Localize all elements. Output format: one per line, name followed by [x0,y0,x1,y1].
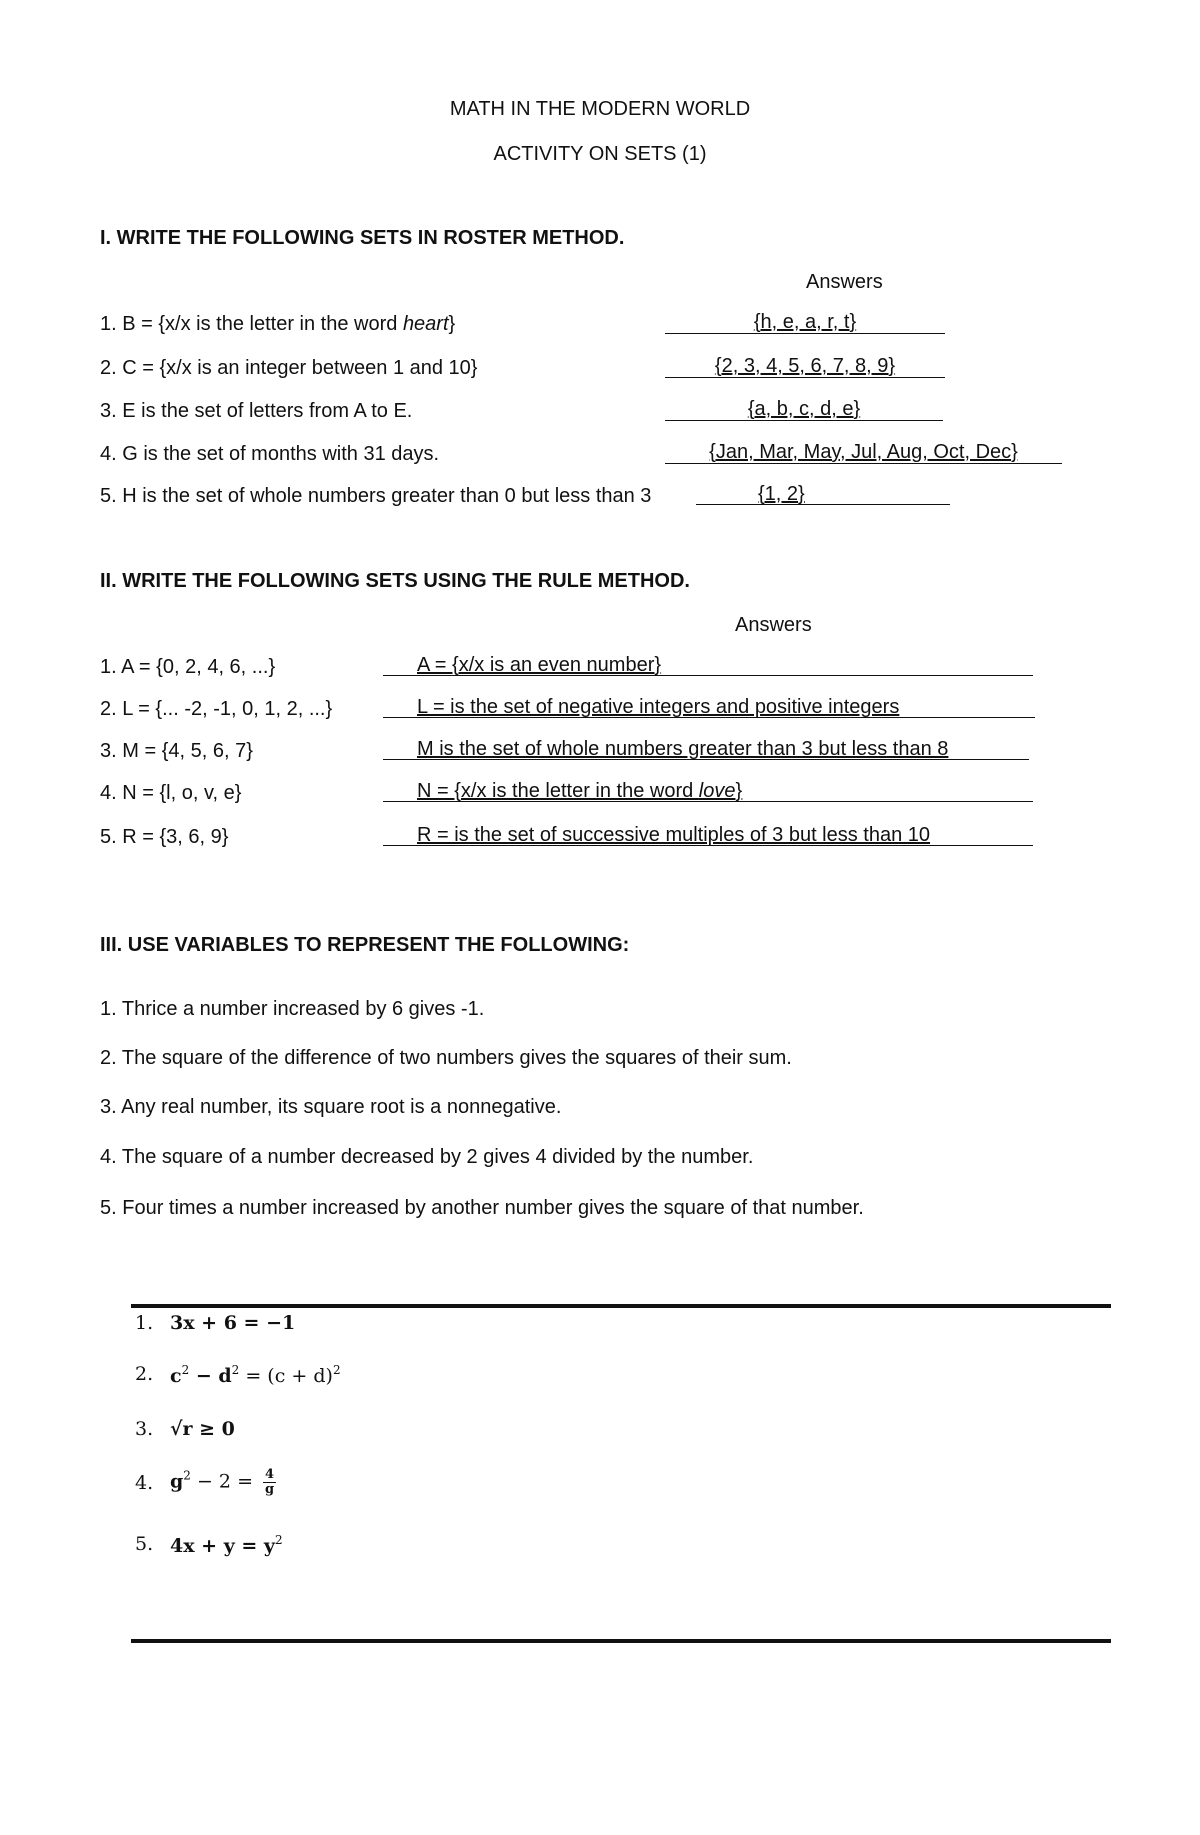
section1-heading: I. WRITE THE FOLLOWING SETS IN ROSTER METHOD. [100,227,625,249]
equation-4: $g^2 - 2$ = $\frac{4}{g}$ [170,1467,275,1497]
equation-number-5: 5. [135,1533,154,1555]
document-title: MATH IN THE MODERN WORLD [449,98,751,120]
rule-answer-2: L = is the set of negative integers and positive integers [383,696,1035,718]
section3-heading: III. USE VARIABLES TO REPRESENT THE FOLLOWING: [100,934,630,956]
bottom-divider [131,1639,1111,1643]
equation-number-3: 3. [135,1418,154,1440]
variable-question-1: 1. Thrice a number increased by 6 gives -1. [100,998,485,1020]
roster-question-5: 5. H is the set of whole numbers greater than 0 but less than 3 [100,485,652,507]
roster-question-3: 3. E is the set of letters from A to E. [100,400,413,422]
roster-answer-5: {1, 2} [696,483,950,505]
word-heart: heart [402,313,449,335]
document-subtitle: ACTIVITY ON SETS (1) [493,143,707,165]
top-divider [131,1304,1111,1308]
equation-5: $4x + y = y^2$ [170,1533,283,1557]
rule-answer-5: R = is the set of successive multiples of 3 but less than 10 [383,824,1033,846]
section2-answers-label: Answers [735,614,812,636]
rule-answer-4: N = {x/x is the letter in the word love} [383,780,1033,802]
equation-number-2: 2. [135,1363,154,1385]
rule-question-5: 5. R = {3, 6, 9} [100,826,229,848]
rule-question-1: 1. A = {0, 2, 4, 6, ...} [100,656,276,678]
variable-question-5: 5. Four times a number increased by another number gives the square of that number. [100,1197,864,1219]
equation-1: 3x + 6 = −1 [170,1312,296,1334]
rule-answer-3: M is the set of whole numbers greater than 3 but less than 8 [383,738,1029,760]
equation-2: $c^2 - d^2 = (c + d)^2$ [170,1363,341,1387]
equation-number-4: 4. [135,1472,154,1494]
rule-answer-1: A = {x/x is an even number} [383,654,1033,676]
word-love: love [698,780,736,802]
equation-number-1: 1. [135,1312,154,1334]
roster-question-2: 2. C = {x/x is an integer between 1 and 10} [100,357,478,379]
fraction-4-over-g: $\frac{4}{g}$ [265,1467,275,1497]
section1-answers-label: Answers [806,271,883,293]
variable-question-3: 3. Any real number, its square root is a nonnegative. [100,1096,562,1118]
equation-3: √r ≥ 0 [170,1418,235,1440]
roster-answer-4: {Jan, Mar, May, Jul, Aug, Oct, Dec} [665,441,1062,464]
roster-question-1: 1. B = {x/x is the letter in the word heart} [100,313,456,335]
roster-answer-1: {h, e, a, r, t} [665,311,945,334]
roster-answer-3: {a, b, c, d, e} [665,398,943,421]
roster-question-4: 4. G is the set of months with 31 days. [100,443,440,465]
roster-answer-2: {2, 3, 4, 5, 6, 7, 8, 9} [665,355,945,378]
rule-question-2: 2. L = {... -2, -1, 0, 1, 2, ...} [100,698,333,720]
variable-question-2: 2. The square of the difference of two numbers gives the squares of their sum. [100,1047,792,1069]
section2-heading: II. WRITE THE FOLLOWING SETS USING THE RULE METHOD. [100,570,690,592]
rule-question-4: 4. N = {l, o, v, e} [100,782,242,804]
square-root-r: √r [170,1418,193,1440]
rule-question-3: 3. M = {4, 5, 6, 7} [100,740,253,762]
variable-question-4: 4. The square of a number decreased by 2 gives 4 divided by the number. [100,1146,754,1168]
